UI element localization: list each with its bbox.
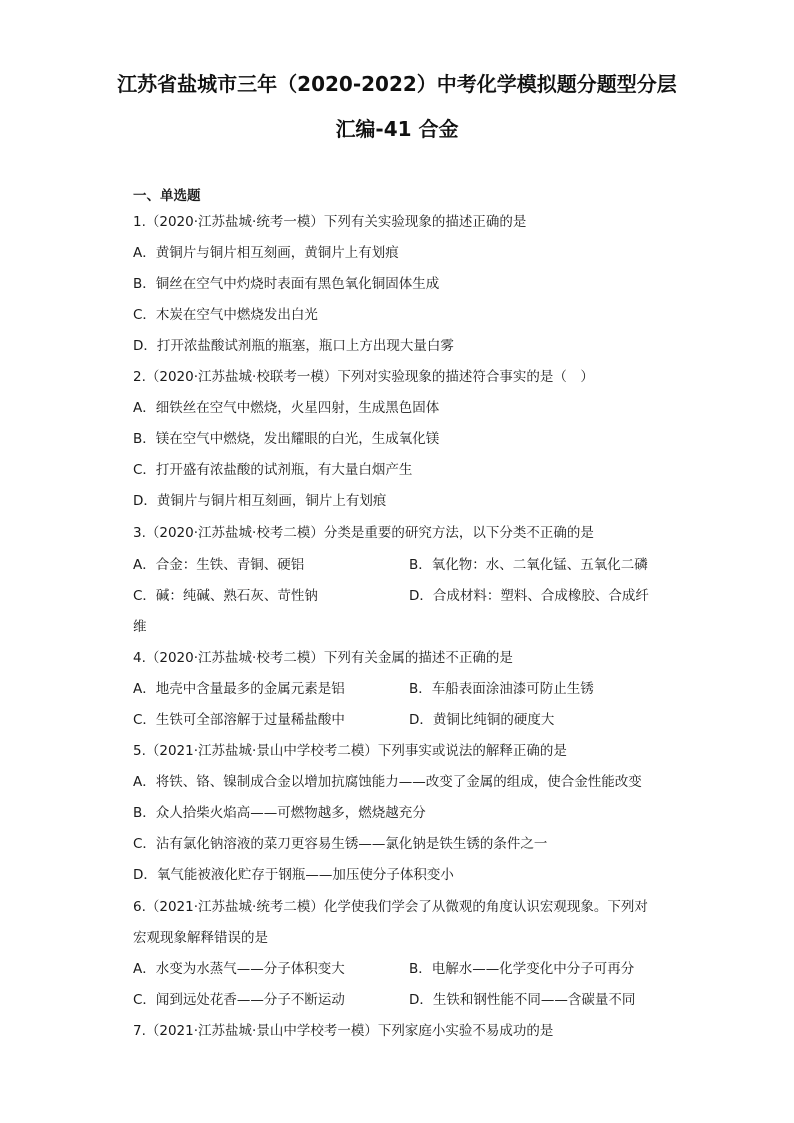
question-3-option-a: A．合金：生铁、青铜、硬铝 xyxy=(133,557,305,573)
question-1-option-a: A．黄铜片与铜片相互刻画，黄铜片上有划痕 xyxy=(133,245,399,261)
question-4-option-b: B．车船表面涂油漆可防止生锈 xyxy=(409,681,594,697)
question-5-stem: 5.（2021·江苏盐城·景山中学校考二模）下列事实或说法的解释正确的是 xyxy=(133,743,567,759)
question-5-option-b: B．众人拾柴火焰高——可燃物越多，燃烧越充分 xyxy=(133,805,426,821)
question-3-option-b: B．氧化物：水、二氧化锰、五氧化二磷 xyxy=(409,557,648,573)
question-6-option-b: B．电解水——化学变化中分子可再分 xyxy=(409,961,635,977)
document-title-line-2: 汇编-41 合金 xyxy=(335,117,459,141)
question-1-option-c: C．木炭在空气中燃烧发出白光 xyxy=(133,307,318,323)
question-2-stem: 2.（2020·江苏盐城·校联考一模）下列对实验现象的描述符合事实的是（ ） xyxy=(133,369,594,385)
question-6-stem: 6.（2021·江苏盐城·统考二模）化学使我们学会了从微观的角度认识宏观现象。下列对 xyxy=(133,899,648,915)
question-1-option-b: B．铜丝在空气中灼烧时表面有黑色氧化铜固体生成 xyxy=(133,276,440,292)
question-4-stem: 4.（2020·江苏盐城·校考二模）下列有关金属的描述不正确的是 xyxy=(133,650,513,666)
question-1-option-d: D．打开浓盐酸试剂瓶的瓶塞，瓶口上方出现大量白雾 xyxy=(133,338,454,354)
question-6-option-c: C．闻到远处花香——分子不断运动 xyxy=(133,992,345,1008)
question-2-option-c: C．打开盛有浓盐酸的试剂瓶，有大量白烟产生 xyxy=(133,462,413,478)
question-5-option-a: A．将铁、铬、镍制成合金以增加抗腐蚀能力——改变了金属的组成，使合金性能改变 xyxy=(133,774,642,790)
question-6-stem-continued: 宏观现象解释错误的是 xyxy=(133,930,268,946)
question-3-option-d-continued: 维 xyxy=(133,619,147,635)
question-4-option-d: D．黄铜比纯铜的硬度大 xyxy=(409,712,555,728)
section-heading: 一、单选题 xyxy=(133,188,201,204)
document-title-line-1: 江苏省盐城市三年（2020-2022）中考化学模拟题分题型分层 xyxy=(117,72,677,96)
question-5-option-d: D．氧气能被液化贮存于钢瓶——加压使分子体积变小 xyxy=(133,867,454,883)
question-3-option-d: D．合成材料：塑料、合成橡胶、合成纤 xyxy=(409,588,649,604)
question-6-option-a: A．水变为水蒸气——分子体积变大 xyxy=(133,961,345,977)
question-6-option-d: D．生铁和钢性能不同——含碳量不同 xyxy=(409,992,636,1008)
question-4-option-c: C．生铁可全部溶解于过量稀盐酸中 xyxy=(133,712,345,728)
question-5-option-c: C．沾有氯化钠溶液的菜刀更容易生锈——氯化钠是铁生锈的条件之一 xyxy=(133,836,548,852)
question-4-option-a: A．地壳中含量最多的金属元素是铝 xyxy=(133,681,345,697)
question-1-stem: 1.（2020·江苏盐城·统考一模）下列有关实验现象的描述正确的是 xyxy=(133,214,527,230)
question-2-option-b: B．镁在空气中燃烧，发出耀眼的白光，生成氧化镁 xyxy=(133,431,440,447)
question-2-option-a: A．细铁丝在空气中燃烧，火星四射，生成黑色固体 xyxy=(133,400,440,416)
question-7-stem: 7.（2021·江苏盐城·景山中学校考一模）下列家庭小实验不易成功的是 xyxy=(133,1023,554,1039)
question-3-option-c: C．碱：纯碱、熟石灰、苛性钠 xyxy=(133,588,318,604)
question-2-option-d: D．黄铜片与铜片相互刻画，铜片上有划痕 xyxy=(133,493,387,509)
question-3-stem: 3.（2020·江苏盐城·校考二模）分类是重要的研究方法，以下分类不正确的是 xyxy=(133,525,594,541)
